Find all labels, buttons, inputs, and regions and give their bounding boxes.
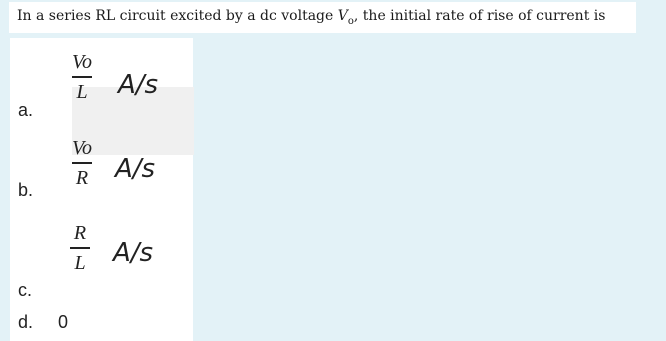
question-sub: o	[347, 15, 354, 27]
option-c-numerator: R	[73, 222, 87, 244]
option-a-numerator: Vo	[72, 51, 92, 73]
option-c-fraction-bar	[70, 247, 90, 249]
option-b-unit: A/s	[115, 154, 156, 184]
question-text	[17, 8, 605, 27]
option-a-fraction-bar	[72, 76, 92, 78]
option-a-denominator: L	[76, 81, 88, 103]
option-c-unit: A/s	[113, 238, 154, 268]
option-a-unit: A/s	[118, 70, 159, 100]
option-b-fraction-bar	[72, 162, 92, 164]
option-b-fraction[interactable]	[72, 137, 92, 189]
option-c-label[interactable]: c.	[18, 280, 33, 300]
option-d-value[interactable]: 0	[58, 312, 69, 332]
option-b-label[interactable]: b.	[18, 180, 34, 200]
option-c-denominator: L	[74, 252, 86, 274]
question-prefix: In a series RL circuit excited by a dc voltage	[17, 8, 338, 24]
option-a-fraction[interactable]	[72, 51, 92, 103]
question-suffix: , the initial rate of rise of current is	[353, 8, 606, 24]
option-d-label[interactable]: d.	[18, 312, 34, 332]
question-var: V	[337, 8, 348, 24]
option-b-denominator: R	[75, 167, 89, 189]
question-bar	[9, 2, 636, 33]
option-c-fraction[interactable]	[70, 222, 90, 274]
option-b-numerator: Vo	[72, 137, 92, 159]
options-panel	[10, 38, 193, 341]
option-a-label[interactable]: a.	[18, 100, 34, 120]
